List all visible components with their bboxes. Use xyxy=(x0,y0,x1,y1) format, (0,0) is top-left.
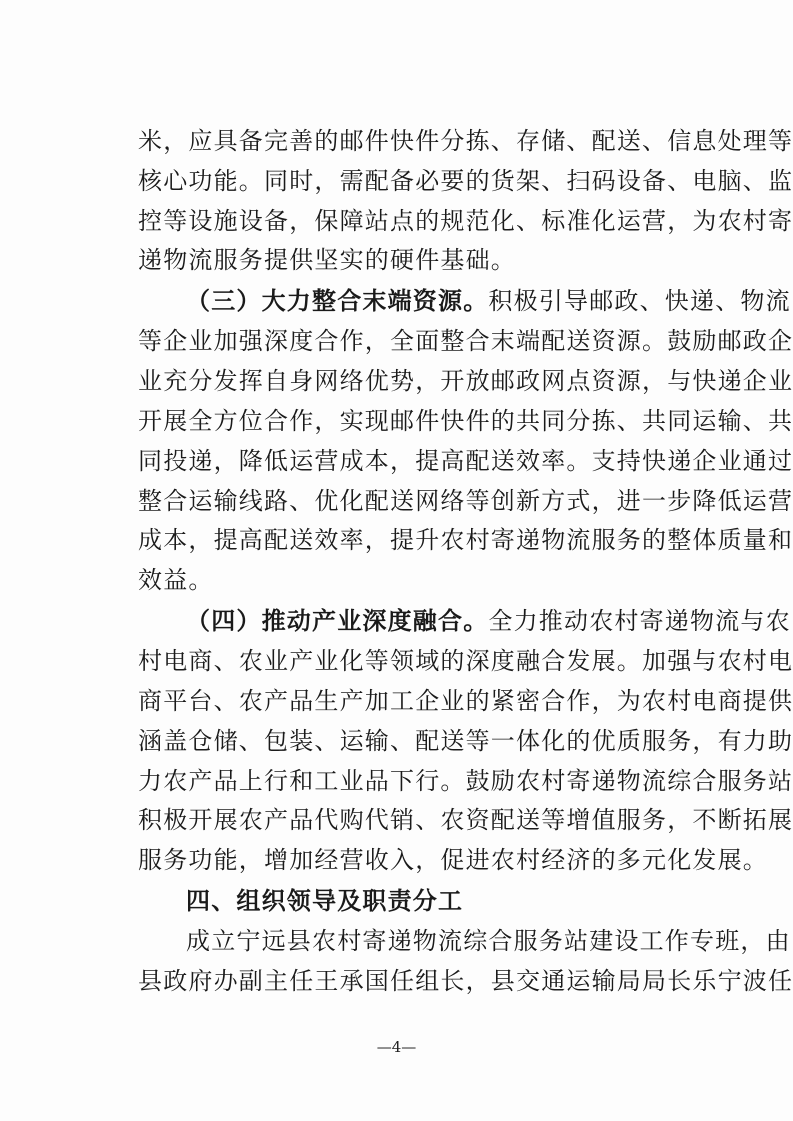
text-line: 涵盖仓储、包装、运输、配送等一体化的优质服务，有力助 xyxy=(138,727,793,755)
text-line: 业充分发挥自身网络优势，开放邮政网点资源，与快递企业 xyxy=(138,367,793,395)
text-line: 核心功能。同时，需配备必要的货架、扫码设备、电脑、监 xyxy=(138,167,793,195)
text-line: 递物流服务提供坚实的硬件基础。 xyxy=(138,246,516,274)
text-line: 积极开展农产品代购代销、农资配送等增值服务，不断拓展 xyxy=(138,806,793,834)
text-line: 成立宁远县农村寄递物流综合服务站建设工作专班，由 xyxy=(186,927,791,955)
subheading-line-4 xyxy=(186,606,791,636)
text-line: 商平台、农产品生产加工企业的紧密合作，为农村电商提供 xyxy=(138,687,793,715)
subheading-line-3 xyxy=(186,286,791,316)
text-line: 效益。 xyxy=(138,566,214,594)
text-line: 整合运输线路、优化配送网络等创新方式，进一步降低运营 xyxy=(138,487,793,515)
text-line: 力农产品上行和工业品下行。鼓励农村寄递物流综合服务站 xyxy=(138,767,793,795)
text-run: 全力推动农村寄递物流与农 xyxy=(488,607,791,635)
text-line: 等企业加强深度合作，全面整合末端配送资源。鼓励邮政企 xyxy=(138,327,793,355)
section-heading: 四、组织领导及职责分工 xyxy=(186,887,464,915)
text-line: 同投递，降低运营成本，提高配送效率。支持快递企业通过 xyxy=(138,447,793,475)
text-line: 开展全方位合作，实现邮件快件的共同分拣、共同运输、共 xyxy=(138,407,793,435)
text-line: 县政府办副主任王承国任组长，县交通运输局局长乐宁波任 xyxy=(138,967,793,995)
text-line: 米，应具备完善的邮件快件分拣、存储、配送、信息处理等 xyxy=(138,127,793,155)
subheading-4: （四）推动产业深度融合。 xyxy=(186,606,489,635)
text-run: 积极引导邮政、快递、物流 xyxy=(488,287,791,315)
text-line: 村电商、农业产业化等领域的深度融合发展。加强与农村电 xyxy=(138,647,793,675)
text-line: 成本，提高配送效率，提升农村寄递物流服务的整体质量和 xyxy=(138,526,793,554)
subheading-3: （三）大力整合末端资源。 xyxy=(186,286,489,315)
page-number: —4— xyxy=(376,1038,417,1056)
text-line: 服务功能，增加经营收入，促进农村经济的多元化发展。 xyxy=(138,846,768,874)
text-line: 控等设施设备，保障站点的规范化、标准化运营，为农村寄 xyxy=(138,207,793,235)
